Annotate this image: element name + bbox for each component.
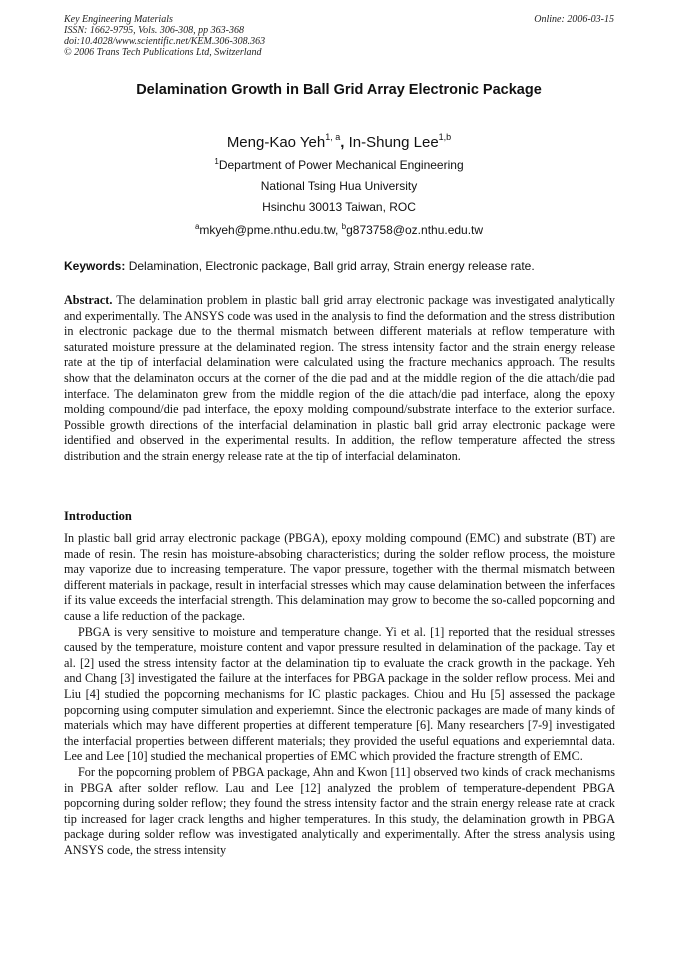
affiliation-department (64, 157, 614, 172)
author-emails (64, 222, 614, 237)
body-paragraph: In plastic ball grid array electronic package (PBGA), epoxy molding compound (EMC) and substrate (BT) are made of resin. The resin has moisture-absobing characteristics; during the solder reflow process, the moisture may vaporize due to increasing temperature. The vapor pressure, together with the thermal mismatch between different materials in package, result in interfacial stresses which may cause delamination between the inferfaces if its value exceeds the interfacial strength. This delamination may grow to become the so-called popcorning and cause a life reduction of the package. (64, 531, 615, 623)
keywords-line (64, 259, 614, 273)
abstract-paragraph (64, 293, 615, 465)
email-address: mkyeh@pme.nthu.edu.tw, (199, 223, 342, 237)
abstract-label: Abstract. (64, 293, 113, 307)
author-name: In-Shung Lee (348, 134, 439, 151)
body-paragraph: PBGA is very sensitive to moisture and temperature change. Yi et al. [1] reported that the residual stresses caused by the temperature, moisture content and vapor pressure resulted in delamination of the package. Tay et al. [2] used the stress intensity factor at the delamination tip to evaluate the crack growth in the package. Yeh and Chang [3] investigated the failure at the interfaces for PBGA package in the solder reflow process. Mei and Liu [4] studied the popcorning mechanisms for IC plastic packages. Chiou and Hu [5] assessed the package popcorning using computer simulation and experiemnt. Since the electronic packages are made of many kinds of materials which may have different properties at different temperature [6]. Many researchers [7-9] investigated the interfacial properties between different materials; they provided the useful equations and experiemntal data. Lee and Lee [10] studied the mechanical properties of EMC which provided the fracture strength of EMC. (64, 624, 615, 764)
copyright-line: © 2006 Trans Tech Publications Ltd, Switzerland (64, 47, 262, 58)
page-header (64, 14, 614, 58)
email-marker: a (194, 222, 200, 231)
introduction-heading: Introduction (64, 509, 132, 523)
keywords-label: Keywords: (64, 259, 126, 273)
affiliation-address: Hsinchu 30013 Taiwan, ROC (262, 200, 416, 214)
abstract-text: The delamination problem in plastic ball grid array electronic package was investigated analytically and experimentally. The ANSYS code was used in the analysis to find the deformation and the stress distribution in electronic package due to the thermal mismatch between different materials at reflow temperature with saturated moisture pressure at the delaminated region. The stress intensity factor and the strain energy release rate at the tip of interfacial delamination were calculated using the fracture mechanics approach. The results show that the delaminaton occurs at the corner of the die pad and at the middle region of the die attach/die pad interface. The delaminaton grew from the middle region of the die attach/die pad interface, along the epoxy molding compound/die pad interface, the epoxy molding compound/substrate interface to the exterior surface. Possible growth directions of the interfacial delamination in plastic ball grid array electronic package were identified and observed in the experimental results. In addition, the reflow temperature affected the stress distribution and the strain energy release rate at the tip of interfacial delaminaton. (64, 293, 615, 463)
email-marker: b (341, 222, 347, 231)
journal-name: Key Engineering Materials (64, 14, 173, 25)
author-affiliation-marker: 1, a (325, 132, 341, 142)
publication-info (64, 14, 614, 58)
author-affiliation-marker: 1,b (438, 132, 452, 142)
introduction-body (64, 531, 615, 858)
body-paragraph: For the popcorning problem of PBGA package, Ahn and Kwon [11] observed two kinds of crack mechanisms in PBGA after solder reflow. Lau and Lee [12] analyzed the problem of temperature-dependent PBGA popcorning during solder reflow; they found the stress intensity factor and the strain energy release rate at crack tip increased for lager crack lengths and higher temperatures. In this study, the delamination growth in PBGA package during solder reflow was investigated analytically and experimentally. After the stress analysis using ANSYS code, the stress intensity (64, 764, 615, 857)
paper-title: Delamination Growth in Ball Grid Array Electronic Package (136, 82, 542, 98)
author-separator: , (340, 134, 349, 151)
affiliation-marker: 1 (214, 157, 219, 166)
keywords-text: Delamination, Electronic package, Ball grid array, Strain energy release rate. (125, 259, 535, 273)
department-name: Department of Power Mechanical Engineering (218, 158, 464, 172)
doi-line: doi:10.4028/www.scientific.net/KEM.306-308.363 (64, 36, 266, 47)
issn-line: ISSN: 1662-9795, Vols. 306-308, pp 363-368 (64, 25, 244, 36)
online-date: Online: 2006-03-15 (534, 14, 614, 25)
author-name: Meng-Kao Yeh (226, 134, 326, 151)
email-address: g873758@oz.nthu.edu.tw (346, 223, 484, 237)
affiliation-university: National Tsing Hua University (260, 179, 418, 193)
author-list (64, 132, 614, 151)
